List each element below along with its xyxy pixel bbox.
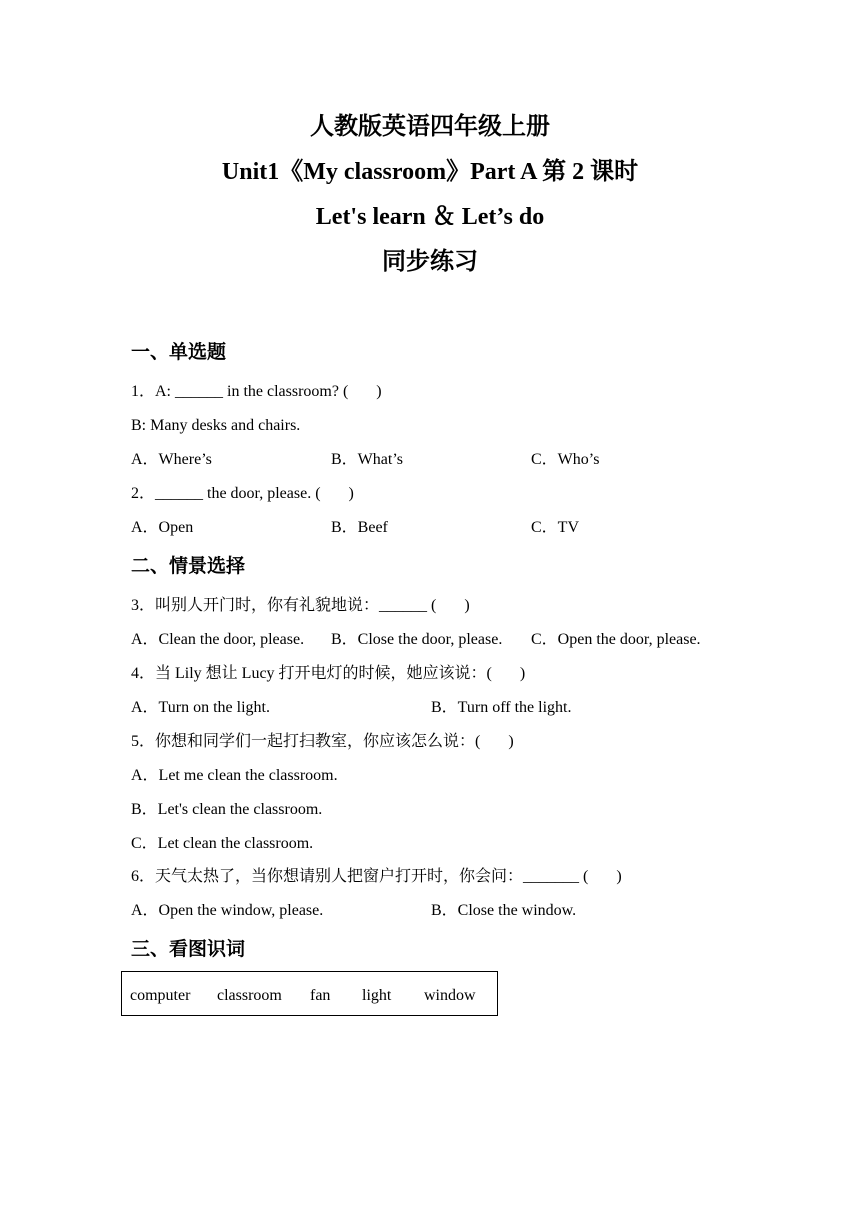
doc-title-line-4: 同步练习 <box>382 249 478 275</box>
section-heading-3: 三、看图识词 <box>131 939 246 960</box>
section-heading-1: 一、单选题 <box>131 342 227 363</box>
question-5-option-a: A．Let me clean the classroom. <box>131 767 338 784</box>
question-6-stem: 6．天气太热了，当你想请别人把窗户打开时，你会问：_______ ( ) <box>131 868 622 885</box>
question-4-stem: 4．当 Lily 想让 Lucy 打开电灯的时候，她应该说：( ) <box>131 665 526 682</box>
question-3-stem: 3．叫别人开门时，你有礼貌地说：______ ( ) <box>131 597 470 614</box>
doc-title-line-1: 人教版英语四年级上册 <box>310 114 550 140</box>
question-1-stem: 1．A: ______ in the classroom? ( ) <box>131 383 382 400</box>
doc-title-line-3: Let's learn ＆ Let’s do <box>315 204 545 230</box>
question-4-option-a: A．Turn on the light. <box>131 699 270 716</box>
question-1-line-2: B: Many desks and chairs. <box>131 417 301 434</box>
word-bank-item: window <box>424 987 476 1004</box>
question-5-option-c: C．Let clean the classroom. <box>131 835 314 852</box>
question-1-option-a: A．Where’s <box>131 451 212 468</box>
question-6-option-a: A．Open the window, please. <box>131 902 324 919</box>
question-2-option-c: C．TV <box>531 519 580 536</box>
question-2-option-a: A．Open <box>131 519 194 536</box>
word-bank-item: computer <box>130 987 191 1004</box>
word-bank-item: classroom <box>217 987 282 1004</box>
word-bank-item: light <box>362 987 392 1004</box>
section-heading-2: 二、情景选择 <box>131 556 246 577</box>
question-5-stem: 5．你想和同学们一起打扫教室，你应该怎么说：( ) <box>131 733 514 750</box>
question-1-option-b: B．What’s <box>331 451 403 468</box>
word-bank-box <box>121 971 498 1016</box>
doc-title-line-2: Unit1《My classroom》Part A 第 2 课时 <box>221 159 639 185</box>
question-2-stem: 2．______ the door, please. ( ) <box>131 485 354 502</box>
question-3-option-b: B．Close the door, please. <box>331 631 503 648</box>
question-1-option-c: C．Who’s <box>531 451 600 468</box>
question-2-option-b: B．Beef <box>331 519 388 536</box>
question-5-option-b: B．Let's clean the classroom. <box>131 801 323 818</box>
question-6-option-b: B．Close the window. <box>431 902 577 919</box>
question-4-option-b: B．Turn off the light. <box>431 699 572 716</box>
question-3-option-a: A．Clean the door, please. <box>131 631 305 648</box>
question-3-option-c: C．Open the door, please. <box>531 631 701 648</box>
word-bank-item: fan <box>310 987 331 1004</box>
